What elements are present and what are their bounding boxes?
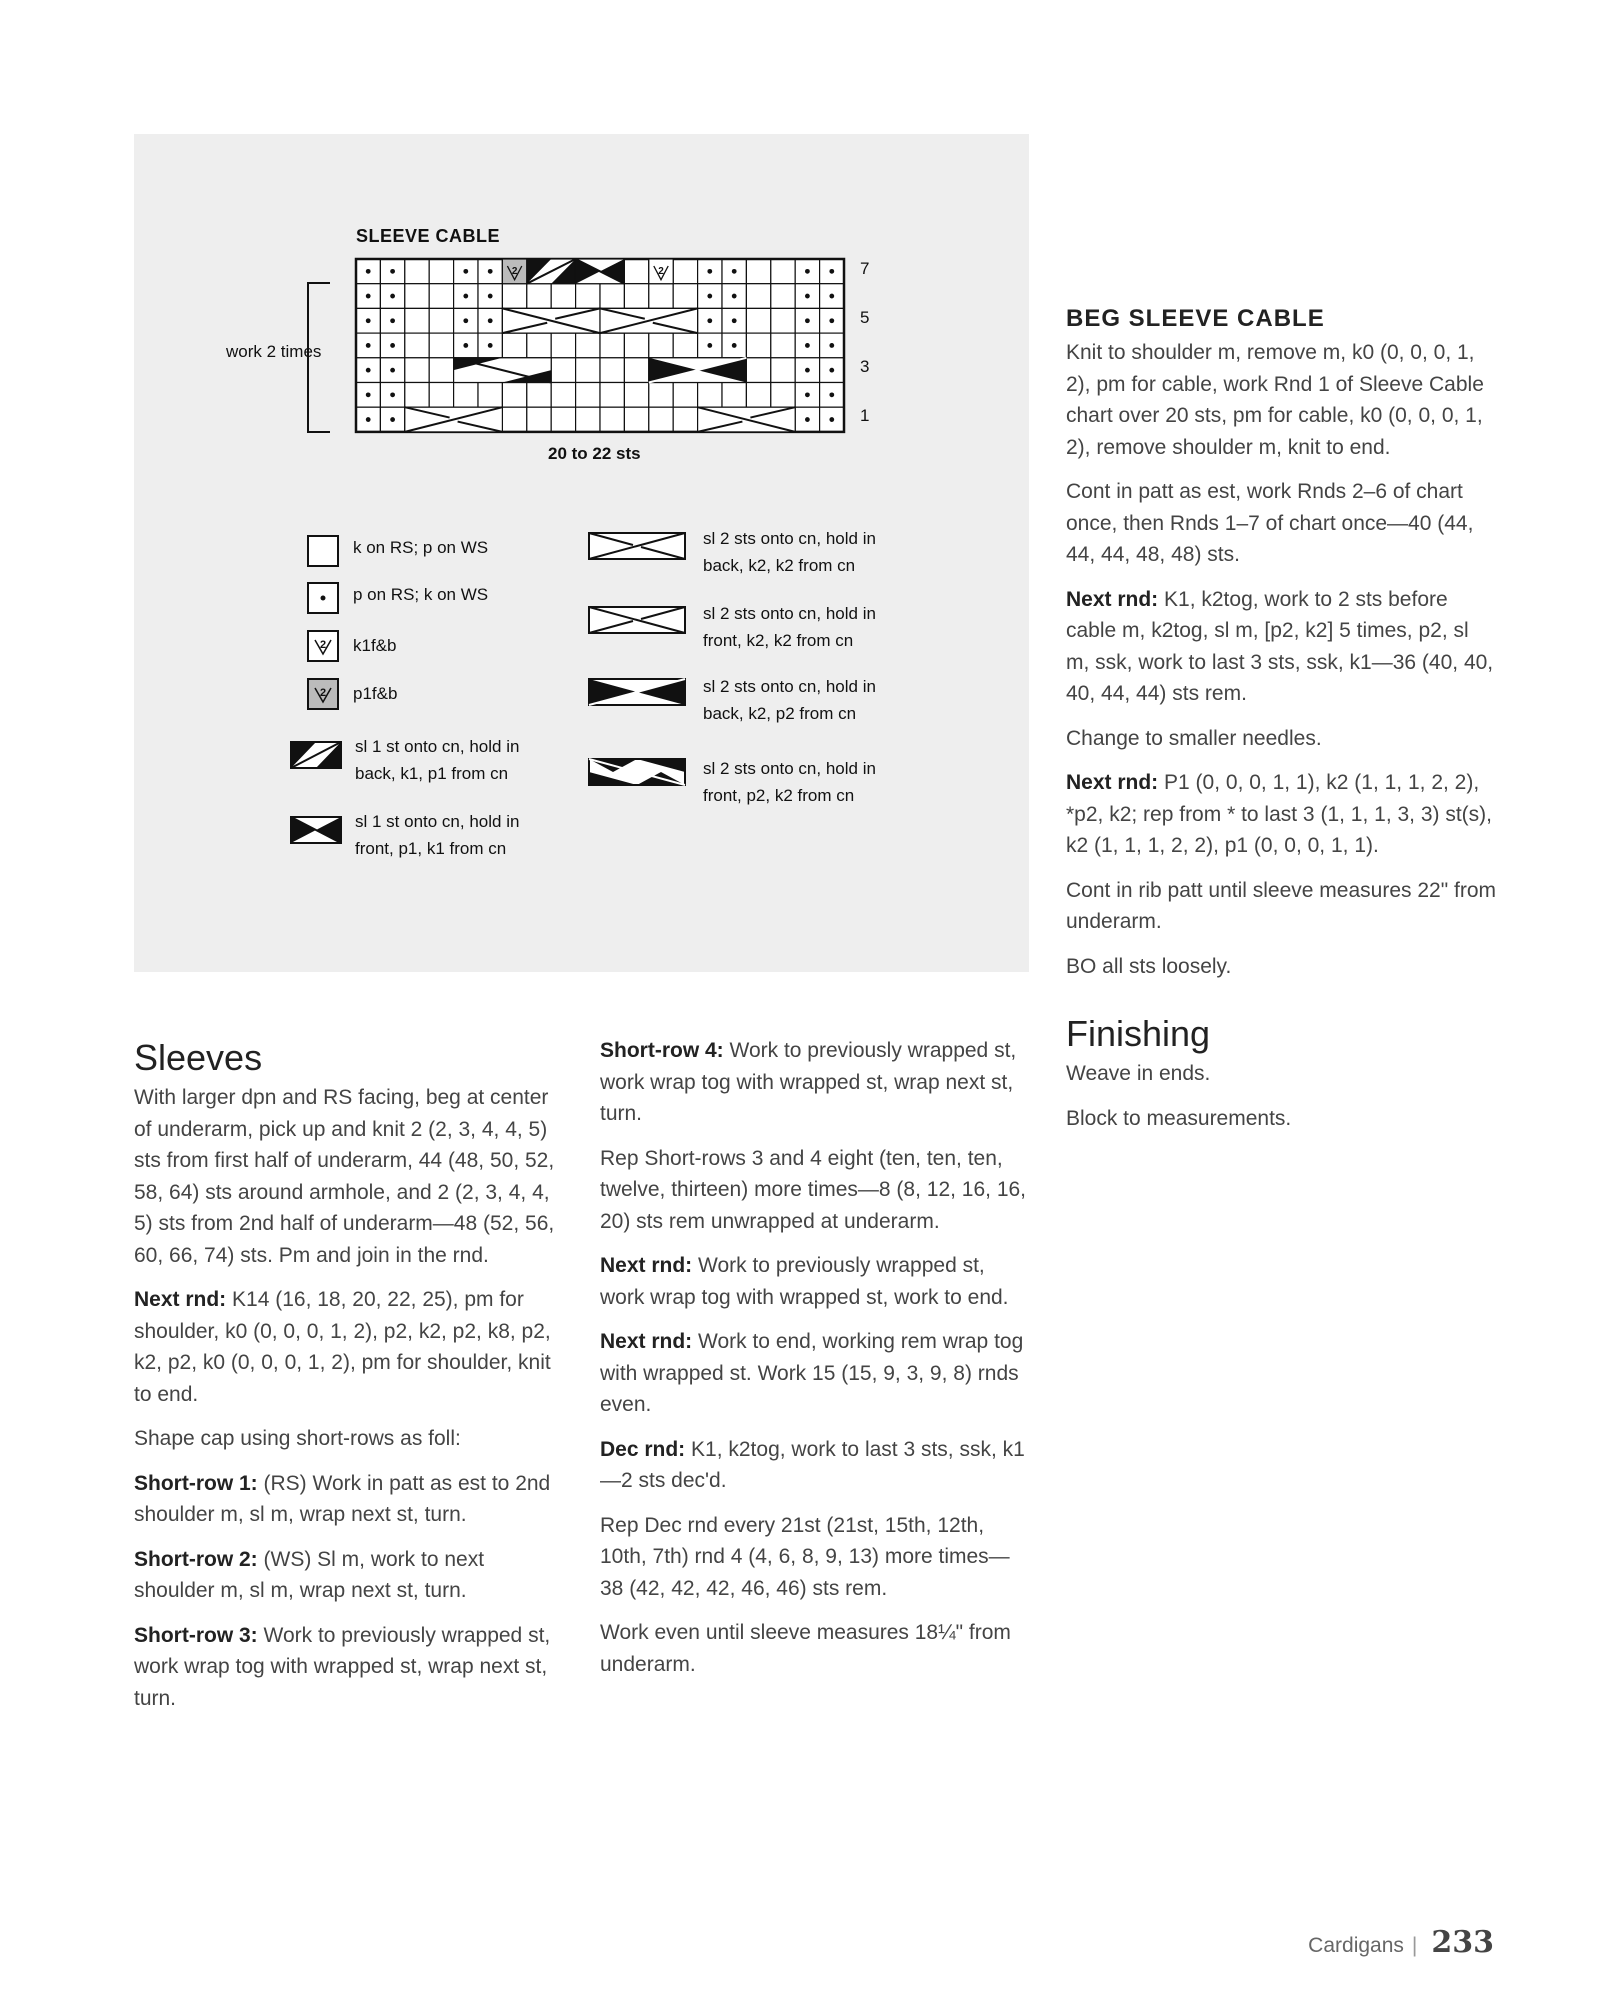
purl-dot [707, 343, 712, 348]
chart-cell [502, 383, 526, 408]
p1fb-icon [307, 678, 339, 710]
row-number-7: 7 [860, 259, 870, 278]
purl-dot [805, 343, 810, 348]
chart-cell [576, 383, 600, 408]
purl-dot [366, 343, 371, 348]
chart-cell [624, 284, 648, 309]
purl-dot [488, 318, 493, 323]
chart-title: SLEEVE CABLE [356, 226, 501, 246]
change-needles: Change to smaller needles. [1066, 726, 1322, 750]
purl-dot [390, 368, 395, 373]
rtp-cable [527, 259, 576, 284]
purl-dot [805, 392, 810, 397]
rpc-cable [649, 358, 747, 383]
lc-cable [502, 308, 600, 333]
chart-cell [405, 383, 429, 408]
legend-text-purl: p on RS; k on WS [353, 585, 489, 604]
purl-dot [390, 343, 395, 348]
purl-dot [390, 269, 395, 274]
2-2-lpc-icon [588, 758, 686, 786]
legend-text-k1fb: k1f&b [353, 636, 397, 655]
dec-rnd: Dec rnd: K1, k2tog, work to last 3 sts, ssk, k1—2 sts dec'd. [600, 1437, 1025, 1492]
chart-cell [551, 284, 575, 309]
ltp-cable [576, 259, 625, 284]
chart-cell [502, 284, 526, 309]
row-number-1: 1 [860, 406, 870, 425]
k1fb-icon [307, 630, 339, 662]
purl-dot [829, 368, 834, 373]
purl-dot [390, 318, 395, 323]
chart-cell [624, 333, 648, 358]
chart-cell [429, 284, 453, 309]
footer-separator: | [1411, 1934, 1418, 1957]
chart-cell [673, 407, 697, 432]
chart-cell [527, 333, 551, 358]
chart-cell [771, 383, 795, 408]
purl-dot [366, 294, 371, 299]
purl-dot [829, 343, 834, 348]
legend-text-ltp: sl 1 st onto cn, hold in front, p1, k1 from cn [355, 812, 520, 858]
chart-cell [600, 407, 624, 432]
purl-dot [390, 417, 395, 422]
chart-cell [649, 383, 673, 408]
work-even: Work even until sleeve measures 18¼" from underarm. [600, 1621, 1011, 1676]
short-row-3: Short-row 3: Work to previously wrapped st, work wrap tog with wrapped st, wrap next st, turn. [134, 1623, 551, 1710]
purl-dot [732, 269, 737, 274]
chart-cell [698, 383, 722, 408]
chart-cell [624, 259, 648, 284]
purl-dot [707, 318, 712, 323]
2-2-rc-icon [588, 532, 686, 560]
purl-dot [463, 343, 468, 348]
bind-off: BO all sts loosely. [1066, 954, 1232, 978]
purl-dot [488, 343, 493, 348]
chart-cell [429, 259, 453, 284]
purl-dot [463, 318, 468, 323]
chart-cell [649, 284, 673, 309]
p1fb-stitch [502, 259, 526, 284]
2-2-lc-icon [588, 606, 686, 634]
beg-cable-p2: Cont in patt as est, work Rnds 2–6 of chart once, then Rnds 1–7 of chart once—40 (44, 44, 44, 48, 48) sts. [1066, 480, 1474, 566]
chart-cell [673, 284, 697, 309]
right-column [1066, 303, 1496, 1147]
legend-text-2-2-rc: sl 2 sts onto cn, hold in back, k2, k2 from cn [703, 529, 876, 575]
purl-dot [805, 269, 810, 274]
chart-cell [478, 383, 502, 408]
purl-dot [707, 294, 712, 299]
svg-text:2: 2 [319, 687, 327, 699]
chart-cell [649, 407, 673, 432]
row-number-3: 3 [860, 357, 870, 376]
purl-dot [366, 368, 371, 373]
purl-dot [805, 417, 810, 422]
lpc-cable [454, 358, 552, 383]
chart-cell [502, 333, 526, 358]
beg-sleeve-cable-heading: BEG SLEEVE CABLE [1066, 305, 1325, 332]
legend-text-2-2-lpc: sl 2 sts onto cn, hold in front, p2, k2 from cn [703, 759, 876, 805]
purl-dot [488, 294, 493, 299]
sleeves-next-rnd-3: Next rnd: Work to end, working rem wrap tog with wrapped st. Work 15 (15, 9, 3, 9, 8) rnds even. [600, 1330, 1024, 1416]
chart-cell [502, 407, 526, 432]
chart-cell [771, 358, 795, 383]
row-number-5: 5 [860, 308, 870, 327]
purl-dot [805, 368, 810, 373]
rc-cable [405, 407, 503, 432]
short-row-4: Short-row 4: Work to previously wrapped st, work wrap tog with wrapped st, wrap next st, turn. [600, 1039, 1017, 1125]
purl-dot [463, 294, 468, 299]
legend-text-p1fb: p1f&b [353, 684, 398, 703]
sleeves-heading: Sleeves [134, 1037, 263, 1078]
purl-dot [732, 318, 737, 323]
legend-text-2-2-lc: sl 2 sts onto cn, hold in front, k2, k2 from cn [703, 604, 876, 650]
purl-dot [390, 392, 395, 397]
sleeves-intro: With larger dpn and RS facing, beg at center of underarm, pick up and knit 2 (2, 3, 4, 4, 5) sts from first half of underarm, 44 (48, 50, 52, 58, 64) sts around armhole, and 2 (2, 3, 4, 4, 5) sts from 2nd half of underarm—48 (52, 56, 60, 66, 74) sts. Pm and join in the rnd. [134, 1086, 555, 1267]
chart-cell [429, 333, 453, 358]
chart-cell [576, 407, 600, 432]
rc-cable [600, 308, 698, 333]
chart-cell [405, 284, 429, 309]
chart-cell [551, 358, 575, 383]
chart-cell [600, 333, 624, 358]
finishing-p2: Block to measurements. [1066, 1106, 1292, 1130]
knit-square-icon [307, 535, 339, 567]
chart-cell [454, 383, 478, 408]
svg-text:2: 2 [511, 266, 518, 277]
chart-cell [600, 358, 624, 383]
chart-cell [551, 383, 575, 408]
chart-cell [624, 407, 648, 432]
purl-dot [488, 269, 493, 274]
finishing-heading: Finishing [1066, 1013, 1211, 1054]
sleeves-column-2 [600, 1035, 1030, 1693]
chart-cell [429, 383, 453, 408]
chart-cell [576, 284, 600, 309]
chart-cell [746, 333, 770, 358]
chart-cell [771, 259, 795, 284]
chart-cell [405, 358, 429, 383]
chart-cell [673, 259, 697, 284]
chart-cell [405, 308, 429, 333]
purl-dot [390, 294, 395, 299]
footer-section: Cardigans [1308, 1934, 1404, 1957]
beg-cable-next-rnd-a: Next rnd: K1, k2tog, work to 2 sts before cable m, k2tog, sl m, [p2, k2] 5 times, p2, sl m, ssk, work to last 3 sts, ssk, k1—36 (40, 40, 40, 44, 44) sts rem. [1066, 587, 1494, 705]
chart-cell [600, 284, 624, 309]
2-2-rpc-icon [588, 678, 686, 706]
purl-dot [829, 294, 834, 299]
chart-cell [673, 333, 697, 358]
purl-dot [829, 392, 834, 397]
svg-text:2: 2 [319, 639, 327, 651]
left-twist-purl-icon [290, 816, 342, 844]
page-number: 233 [1431, 1925, 1494, 1960]
cont-rib: Cont in rib patt until sleeve measures 22" from underarm. [1066, 878, 1496, 933]
chart-cell [527, 383, 551, 408]
chart-cell [746, 284, 770, 309]
beg-cable-next-rnd-b: Next rnd: P1 (0, 0, 0, 1, 1), k2 (1, 1, 1, 2, 2), *p2, k2; rep from * to last 3 (1, 1, 1, 3, 3) st(s), k2 (1, 1, 1, 2, 2), p1 (0, 0, 0, 1, 1). [1066, 771, 1492, 857]
sleeves-next-rnd-2: Next rnd: Work to previously wrapped st, work wrap tog with wrapped st, work to end. [600, 1254, 1009, 1309]
chart-cell [746, 358, 770, 383]
chart-cell [576, 358, 600, 383]
purl-dot-icon [307, 582, 339, 614]
rep-short-rows: Rep Short-rows 3 and 4 eight (ten, ten, ten, twelve, thirteen) more times—8 (8, 12, 16, 16, 20) sts rem unwrapped at underarm. [600, 1146, 1027, 1233]
chart-cell [771, 308, 795, 333]
page-footer [1308, 1925, 1494, 1960]
purl-dot [366, 392, 371, 397]
chart-cell [746, 308, 770, 333]
chart-cell [673, 383, 697, 408]
chart-cell [624, 358, 648, 383]
beg-cable-p1: Knit to shoulder m, remove m, k0 (0, 0, 0, 1, 2), pm for cable, work Rnd 1 of Sleeve Cable chart over 20 sts, pm for cable, k0 (0, 0, 0, 1, 2), remove shoulder m, knit to end. [1066, 341, 1484, 459]
purl-dot [463, 269, 468, 274]
right-twist-purl-icon [290, 741, 342, 769]
purl-dot [732, 343, 737, 348]
stitch-count-label: 20 to 22 sts [548, 444, 641, 463]
legend-text-rtp: sl 1 st onto cn, hold in back, k1, p1 from cn [355, 737, 520, 783]
purl-dot [829, 269, 834, 274]
purl-dot [829, 318, 834, 323]
purl-dot [366, 417, 371, 422]
chart-cell [722, 383, 746, 408]
chart-cell [527, 407, 551, 432]
chart-cell [405, 333, 429, 358]
sleeves-column-1 [134, 1036, 564, 1727]
chart-cell [600, 383, 624, 408]
svg-text:2: 2 [658, 266, 664, 277]
chart-cell [429, 358, 453, 383]
chart-cell [551, 407, 575, 432]
chart-cell [771, 284, 795, 309]
repeat-label: work 2 times [226, 342, 322, 361]
sleeves-next-rnd-1: Next rnd: K14 (16, 18, 20, 22, 25), pm for shoulder, k0 (0, 0, 0, 1, 2), p2, k2, p2, k8, p2, k2, p2, k0 (0, 0, 0, 1, 2), pm for shoulder, knit to end. [134, 1288, 551, 1406]
purl-dot [805, 318, 810, 323]
chart-cell [624, 383, 648, 408]
purl-dot [805, 294, 810, 299]
purl-dot [707, 269, 712, 274]
chart-cell [771, 333, 795, 358]
purl-dot [366, 318, 371, 323]
purl-dot [732, 294, 737, 299]
finishing-p1: Weave in ends. [1066, 1062, 1211, 1085]
purl-dot [829, 417, 834, 422]
purl-dot [366, 269, 371, 274]
chart-cell [649, 333, 673, 358]
lc-cable [698, 407, 796, 432]
short-row-1: Short-row 1: (RS) Work in patt as est to 2nd shoulder m, sl m, wrap next st, turn. [134, 1471, 551, 1526]
short-row-2: Short-row 2: (WS) Sl m, work to next shoulder m, sl m, wrap next st, turn. [134, 1547, 485, 1602]
chart-cell [527, 284, 551, 309]
rep-dec-rnd: Rep Dec rnd every 21st (21st, 15th, 12th, 10th, 7th) rnd 4 (4, 6, 8, 9, 13) more times—38 (42, 42, 42, 46, 46) sts rem. [600, 1513, 1010, 1600]
legend-text-knit: k on RS; p on WS [353, 538, 489, 557]
chart-cell [429, 308, 453, 333]
k1fb-stitch [649, 259, 673, 284]
chart-cell [746, 259, 770, 284]
chart-cell [746, 383, 770, 408]
chart-cell [576, 333, 600, 358]
chart-cell [405, 259, 429, 284]
sleeves-shape-cap: Shape cap using short-rows as foll: [134, 1427, 461, 1450]
legend-text-2-2-rpc: sl 2 sts onto cn, hold in back, k2, p2 from cn [703, 677, 876, 723]
chart-cell [551, 333, 575, 358]
